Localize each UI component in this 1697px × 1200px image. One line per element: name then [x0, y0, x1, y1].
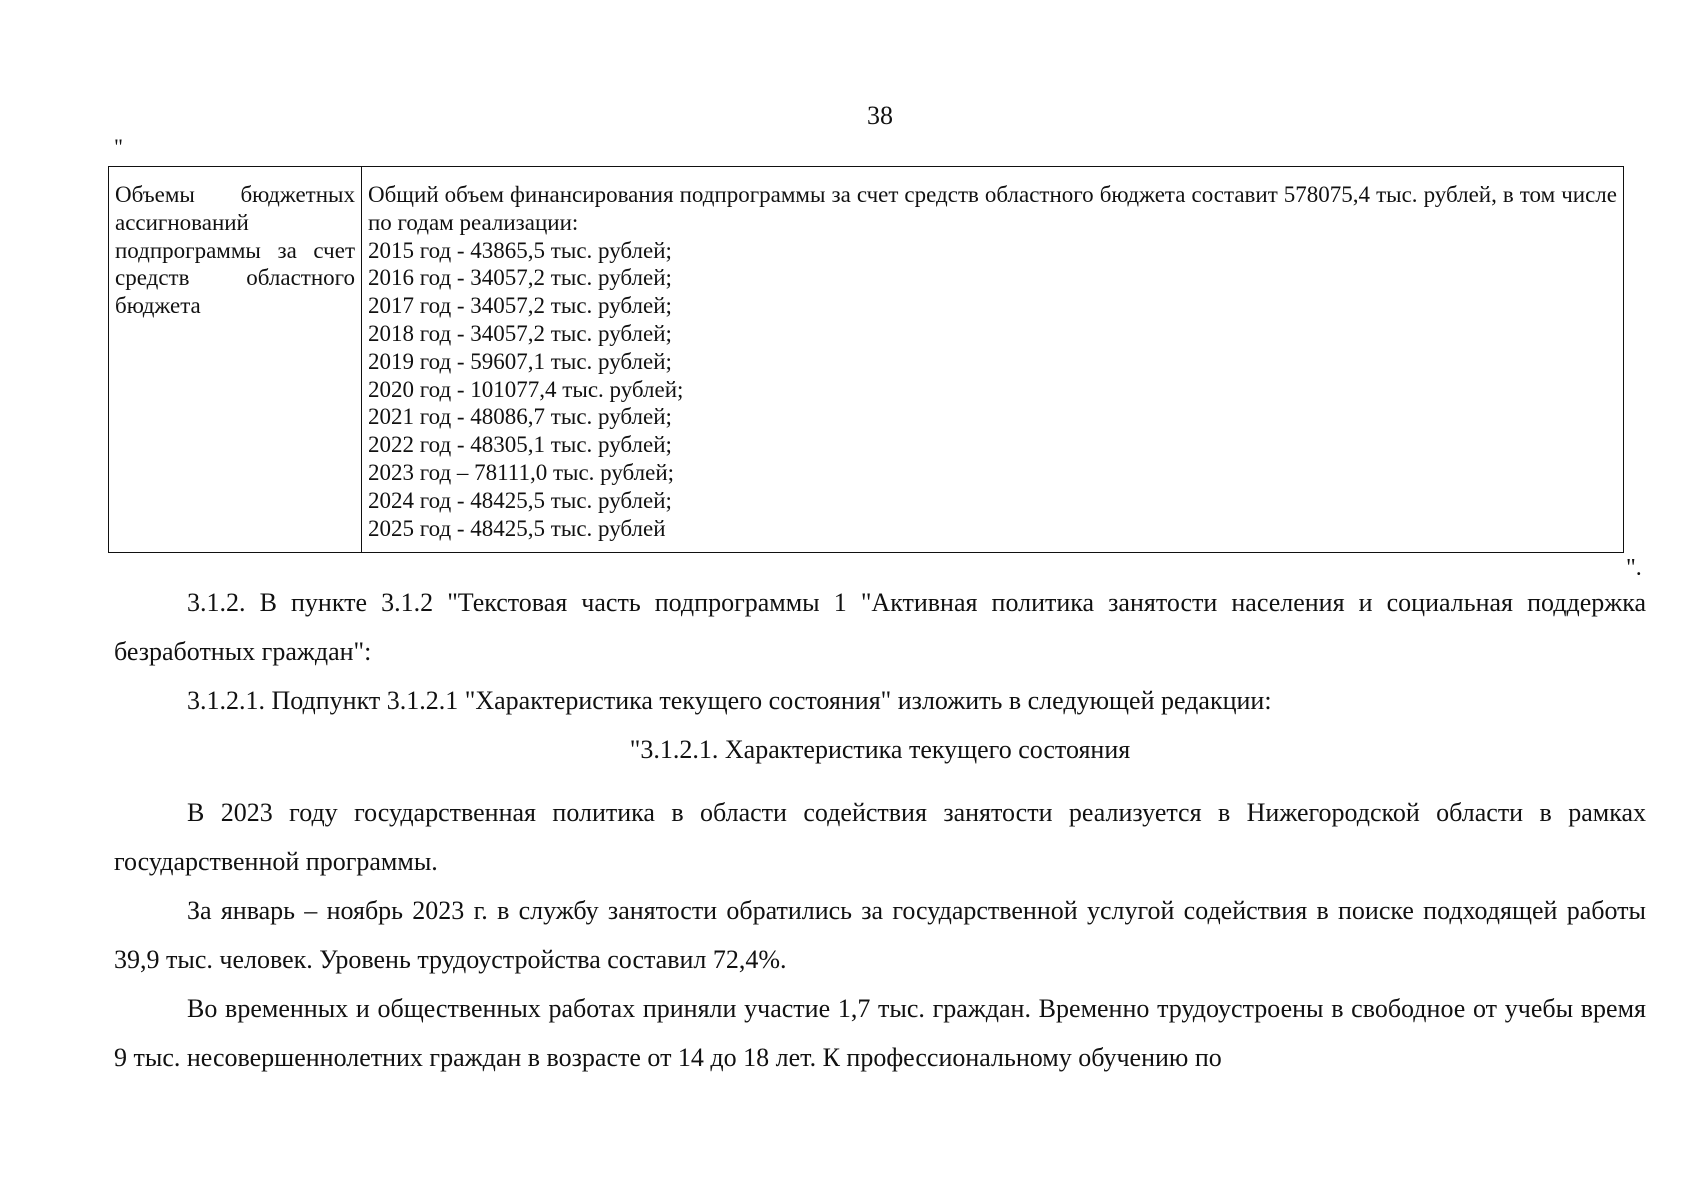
funding-year-2021: 2021 год - 48086,7 тыс. рублей; [368, 404, 672, 430]
budget-allocation-table [108, 166, 1624, 553]
section-heading: "3.1.2.1. Характеристика текущего состояния [629, 735, 1131, 764]
funding-year-2023: 2023 год – 78111,0 тыс. рублей; [368, 459, 675, 485]
paragraph-3-1-2: 3.1.2. В пункте 3.1.2 "Текстовая часть подпрограммы 1 "Активная политика занятости населения и социальная поддержка безработных граждан": [114, 588, 1646, 666]
paragraph-job-seekers: За январь – ноябрь 2023 г. в службу занятости обратились за государственной услугой содействия в поиске подходящей работы 39,9 тыс. человек. Уровень трудоустройства составил 72,4%. [114, 896, 1646, 974]
funding-year-2015: 2015 год - 43865,5 тыс. рублей; [368, 237, 672, 263]
document-body [114, 578, 1646, 1082]
table-label-cell: Объемы бюджетных ассигнований подпрограммы за счет средств областного бюджета [109, 167, 362, 553]
funding-year-2019: 2019 год - 59607,1 тыс. рублей; [368, 348, 672, 374]
funding-year-2024: 2024 год - 48425,5 тыс. рублей; [368, 487, 672, 513]
funding-year-2022: 2022 год - 48305,1 тыс. рублей; [368, 432, 672, 458]
table-content-cell [362, 167, 1624, 553]
funding-total-text: Общий объем финансирования подпрограммы за счет средств областного бюджета составит 578075,4 тыс. рублей, в том числе по годам реализации: [368, 182, 1617, 235]
opening-quote-mark: " [114, 134, 123, 159]
page-number: 38 [867, 101, 893, 130]
funding-year-2016: 2016 год - 34057,2 тыс. рублей; [368, 265, 672, 291]
paragraph-3-1-2-1: 3.1.2.1. Подпункт 3.1.2.1 "Характеристика текущего состояния" изложить в следующей редакции: [187, 686, 1272, 715]
table-row [109, 167, 1624, 553]
funding-year-2025: 2025 год - 48425,5 тыс. рублей [368, 515, 666, 541]
funding-year-2020: 2020 год - 101077,4 тыс. рублей; [368, 376, 684, 402]
funding-year-2018: 2018 год - 34057,2 тыс. рублей; [368, 320, 672, 346]
paragraph-employment-policy: В 2023 году государственная политика в области содействия занятости реализуется в Нижегородской области в рамках государственной программы. [114, 798, 1646, 876]
paragraph-temporary-work: Во временных и общественных работах приняли участие 1,7 тыс. граждан. Временно трудоустроены в свободное от учебы время 9 тыс. несовершеннолетних граждан в возрасте от 14 до 18 лет. К профессиональному обучению по [114, 994, 1646, 1072]
funding-year-2017: 2017 год - 34057,2 тыс. рублей; [368, 293, 672, 319]
closing-quote-mark: ". [1626, 555, 1642, 581]
